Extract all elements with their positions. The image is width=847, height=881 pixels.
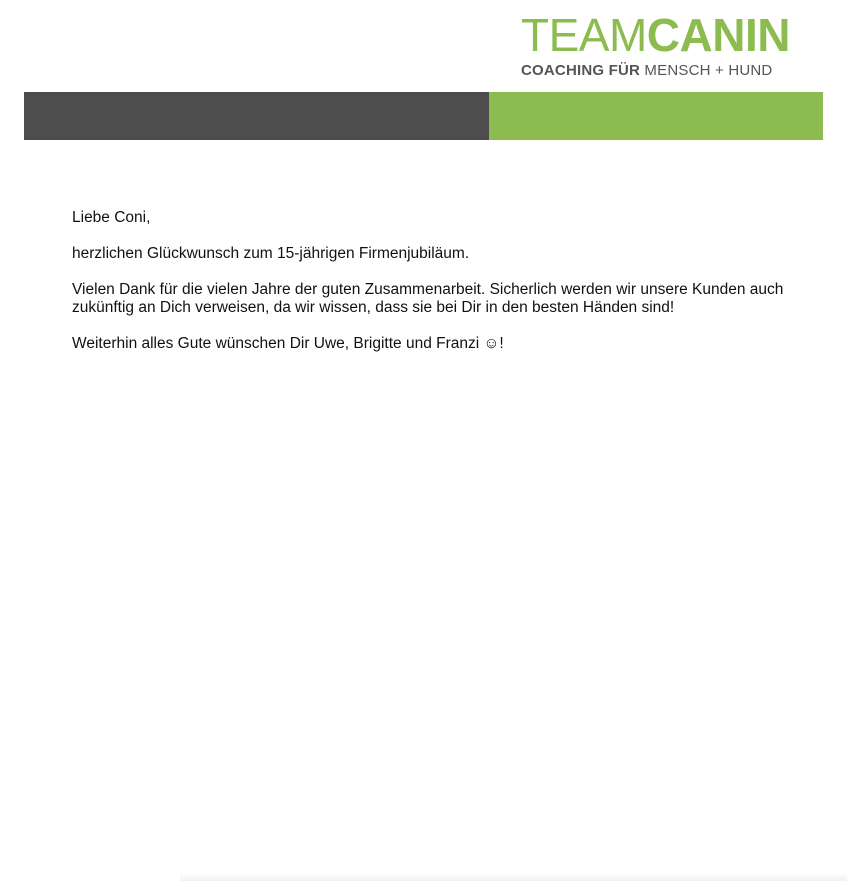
logo-tagline-rest: MENSCH + HUND	[640, 62, 773, 79]
logo-wordmark	[521, 9, 790, 61]
page-bottom-shadow	[180, 873, 847, 881]
letter-paragraph-congratulations: herzlichen Glückwunsch zum 15-jährigen Firmenjubiläum.	[72, 245, 470, 262]
letter-body	[72, 209, 812, 371]
letter-closing: Weiterhin alles Gute wünschen Dir Uwe, Brigitte und Franzi ☺!	[72, 335, 504, 352]
logo-word-canin: CANIN	[646, 9, 790, 61]
header-band-dark	[24, 92, 489, 140]
letter-paragraph-thanks: Vielen Dank für die vielen Jahre der guten Zusammenarbeit. Sicherlich werden wir unsere Kunden auch zukünftig an Dich verweisen, da wir wissen, dass sie bei Dir in den besten Händen sind!	[72, 281, 784, 316]
teamcanin-logo	[521, 9, 790, 80]
header-band-green	[489, 92, 823, 140]
letter-greeting: Liebe Coni,	[72, 209, 151, 226]
logo-word-team: TEAM	[521, 9, 647, 61]
logo-tagline	[521, 62, 783, 80]
logo-tagline-bold: COACHING FÜR	[521, 62, 641, 79]
header-band	[24, 92, 823, 140]
